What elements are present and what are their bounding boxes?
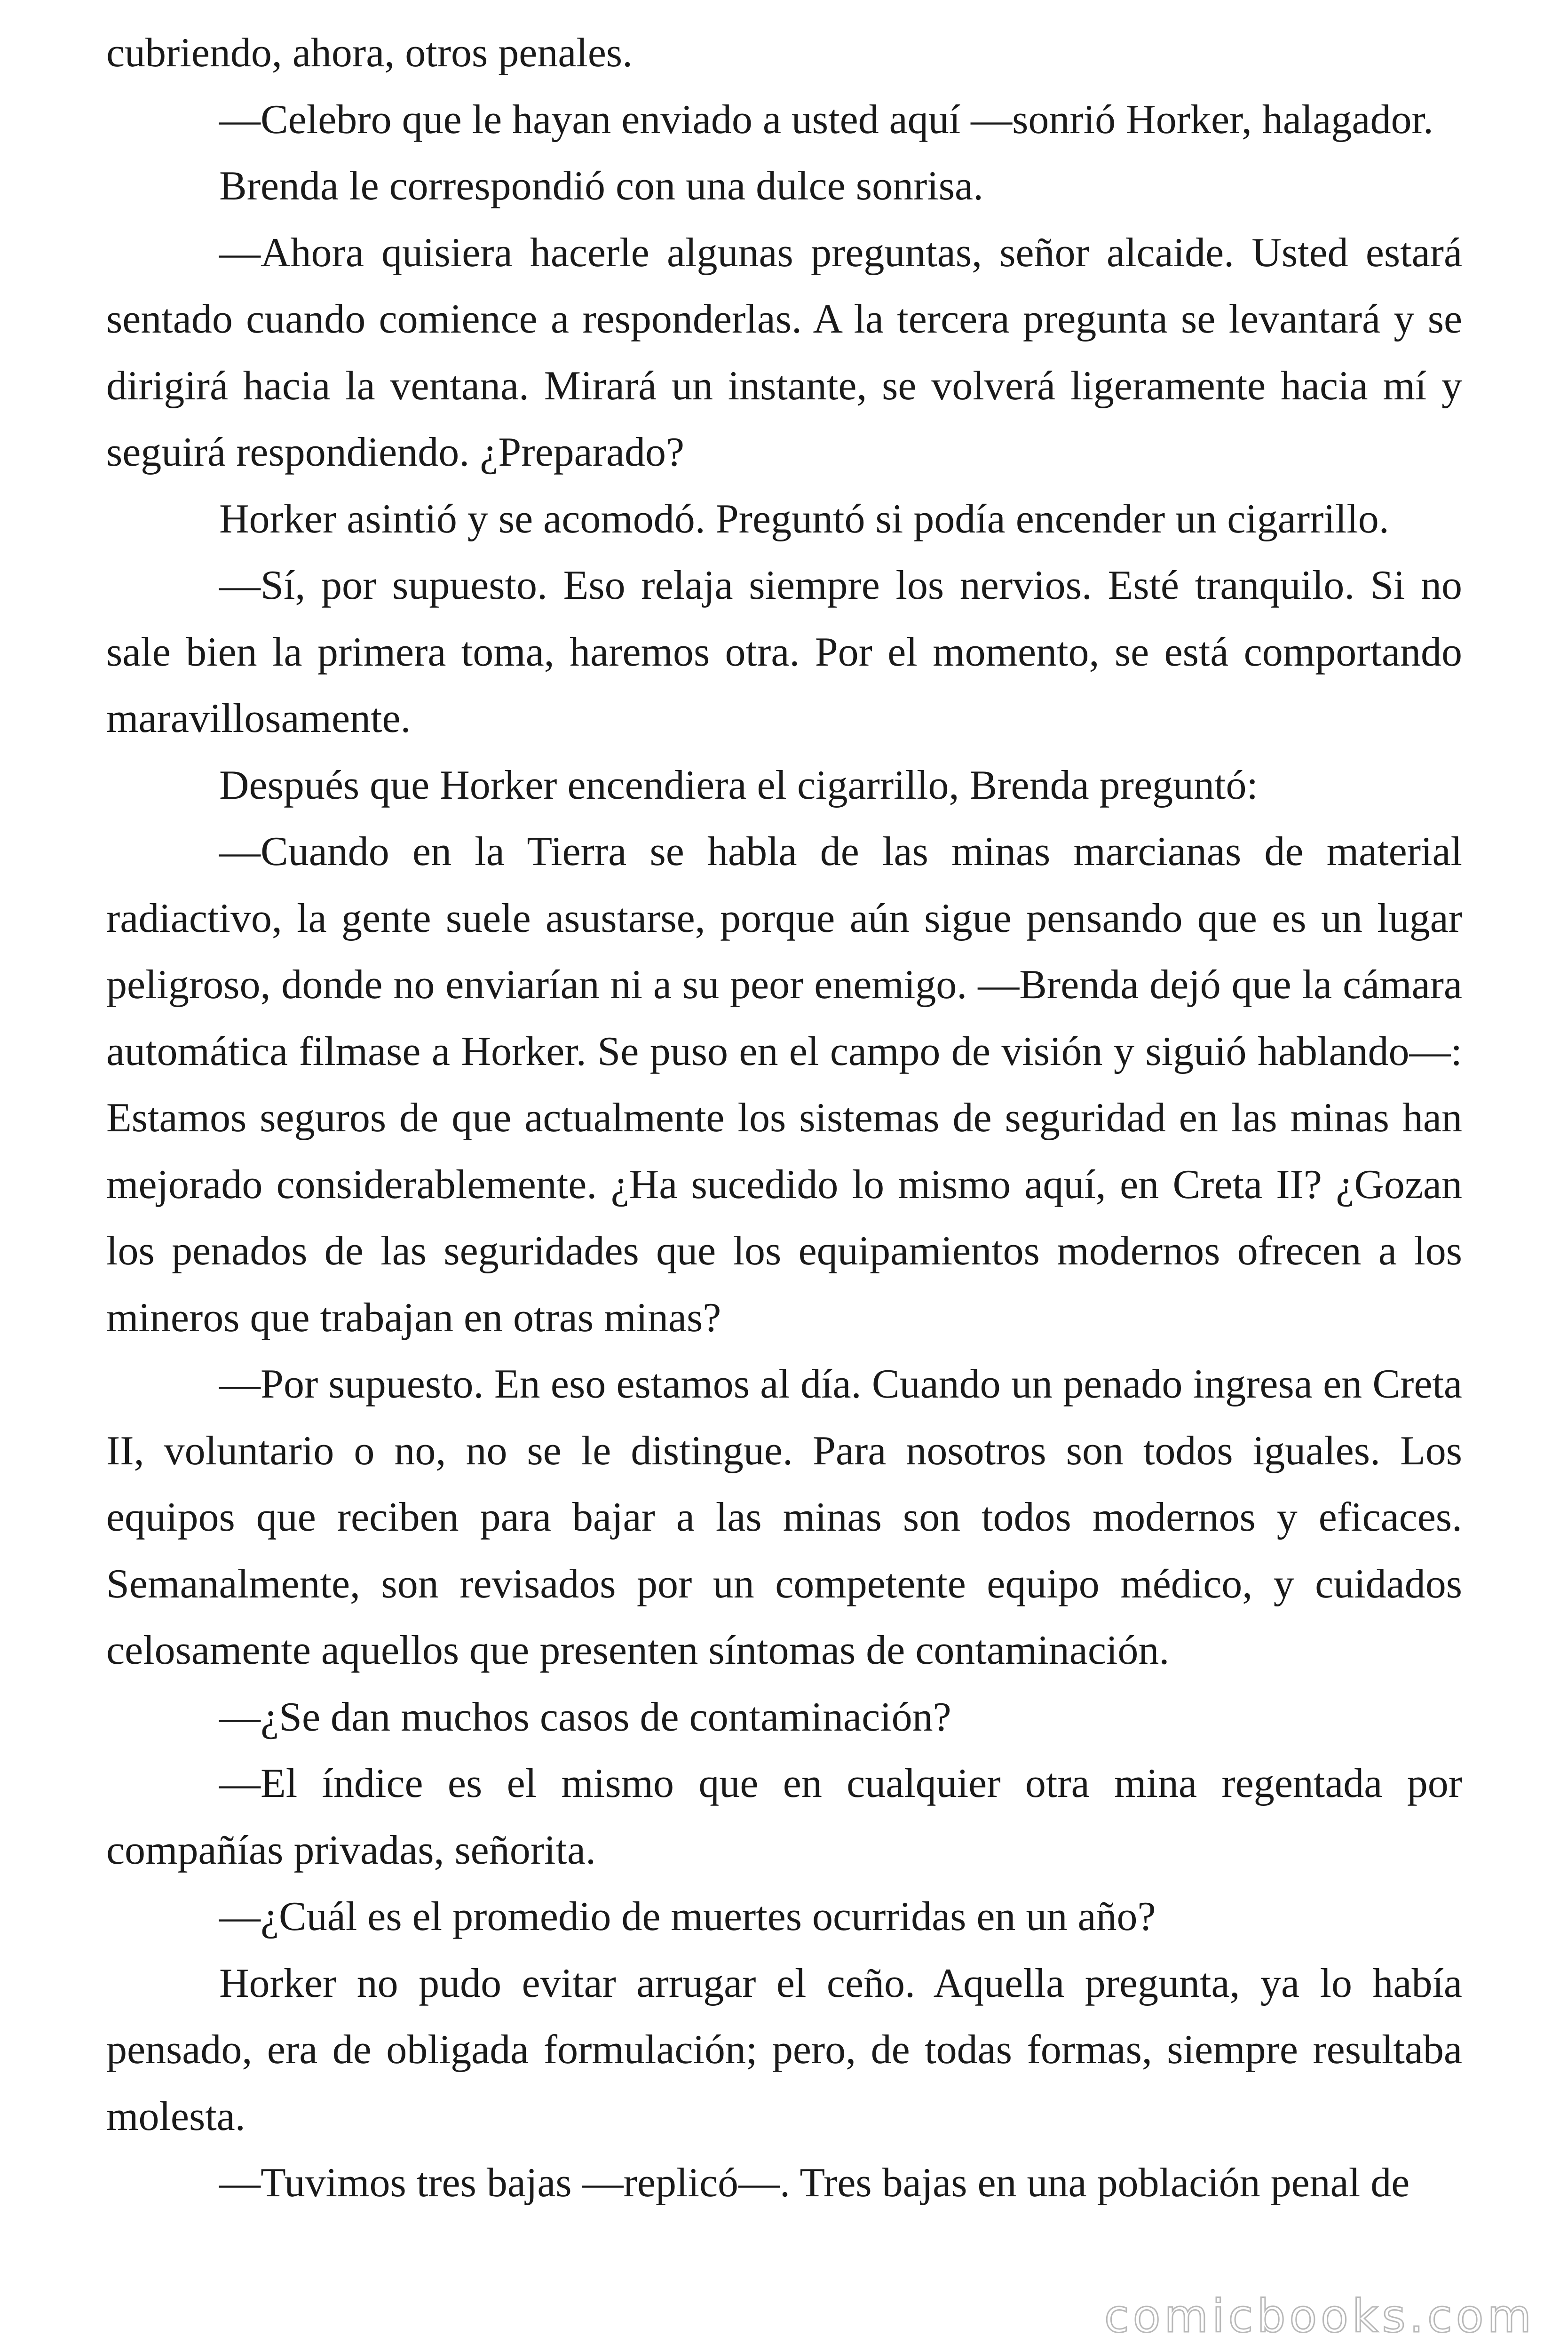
paragraph: Después que Horker encendiera el cigarrillo, Brenda preguntó: (219, 762, 1258, 808)
paragraph: cubriendo, ahora, otros penales. (106, 30, 633, 76)
paragraph: —Por supuesto. En eso estamos al día. Cuando un penado ingresa en Creta II, voluntario o no, no se le distingue. Para nosotros son todos iguales. Los equipos que reciben para bajar a las minas son todos modernos y eficaces. Semanalmente, son revisados por un competente equipo médico, y cuidados celosamente aquellos que presenten síntomas de contaminación. (106, 1361, 1462, 1673)
paragraph: —Tuvimos tres bajas —replicó—. Tres bajas en una población penal de (219, 2160, 1410, 2206)
paragraph: Brenda le correspondió con una dulce sonrisa. (219, 163, 984, 209)
paragraph: —Ahora quisiera hacerle algunas preguntas, señor alcaide. Usted estará sentado cuando comience a responderlas. A la tercera pregunta se levantará y se dirigirá hacia la ventana. Mirará un instante, se volverá ligeramente hacia mí y seguirá respondiendo. ¿Preparado? (106, 230, 1462, 475)
paragraph: —Sí, por supuesto. Eso relaja siempre los nervios. Esté tranquilo. Si no sale bien la primera toma, haremos otra. Por el momento, se está comportando maravillosamente. (106, 563, 1462, 741)
paragraph: Horker no pudo evitar arrugar el ceño. Aquella pregunta, ya lo había pensado, era de obligada formulación; pero, de todas formas, siempre resultaba molesta. (106, 1960, 1462, 2139)
paragraph: —El índice es el mismo que en cualquier otra mina regentada por compañías privadas, señorita. (106, 1761, 1462, 1873)
paragraph: —¿Se dan muchos casos de contaminación? (219, 1694, 951, 1740)
body-text (106, 20, 1462, 2217)
paragraph: Horker asintió y se acomodó. Preguntó si podía encender un cigarrillo. (219, 496, 1389, 542)
watermark: comicbooks.com (1104, 2290, 1535, 2343)
paragraph: —¿Cuál es el promedio de muertes ocurridas en un año? (219, 1894, 1156, 1939)
paragraph: —Cuando en la Tierra se habla de las minas marcianas de material radiactivo, la gente suele asustarse, porque aún sigue pensando que es un lugar peligroso, donde no enviarían ni a su peor enemigo. —Brenda dejó que la cámara automática filmase a Horker. Se puso en el campo de visión y siguió hablando—: Estamos seguros de que actualmente los sistemas de seguridad en las minas han mejorado considerablemente. ¿Ha sucedido lo mismo aquí, en Creta II? ¿Gozan los penados de las seguridades que los equipamientos modernos ofrecen a los mineros que trabajan en otras minas? (106, 829, 1462, 1341)
paragraph: —Celebro que le hayan enviado a usted aquí —sonrió Horker, halagador. (219, 96, 1433, 143)
